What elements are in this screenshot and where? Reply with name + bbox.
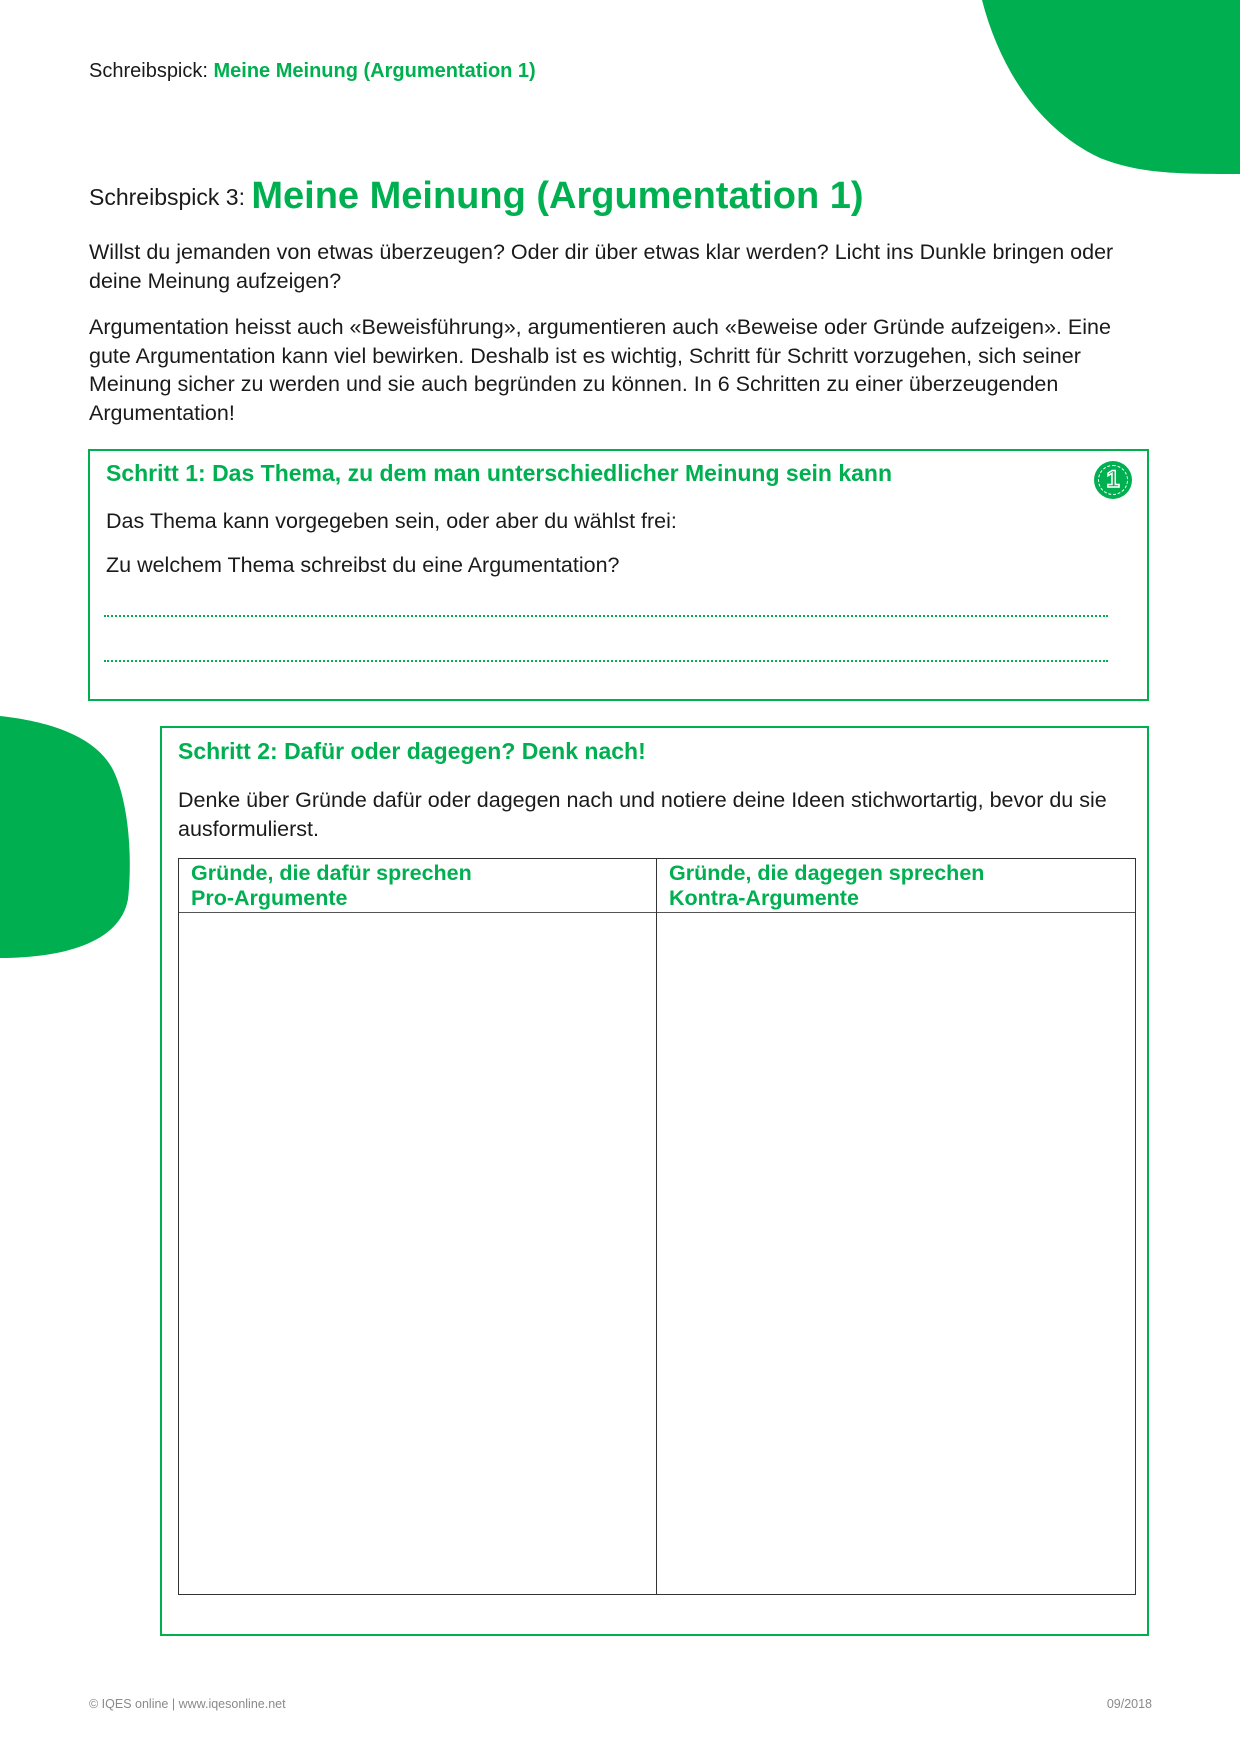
step-1-badge-number: 1 xyxy=(1098,465,1128,495)
contra-arguments-cell[interactable] xyxy=(658,914,1135,1594)
step-number-circle-icon xyxy=(1094,461,1132,499)
pro-subheading: Pro-Argumente xyxy=(191,886,348,910)
answer-line-2[interactable] xyxy=(104,660,1108,662)
step-1-text-2: Zu welchem Thema schreibst du eine Argumentation? xyxy=(106,553,620,577)
table-header-row xyxy=(179,859,1135,913)
corner-decoration-top-right xyxy=(980,0,1240,176)
step-2-text: Denke über Gründe dafür oder dagegen nach und notiere deine Ideen stichwortartig, bevor du sie ausformulierst. xyxy=(178,788,1107,841)
step-2-title: Schritt 2: Dafür oder dagegen? Denk nach! xyxy=(178,738,646,764)
table-column-divider xyxy=(656,859,657,1594)
page-title-main: Meine Meinung (Argumentation 1) xyxy=(251,175,864,217)
step-1-text-1: Das Thema kann vorgegeben sein, oder aber du wählst frei: xyxy=(106,509,677,533)
table-header-pro xyxy=(191,861,472,911)
contra-subheading: Kontra-Argumente xyxy=(669,886,859,910)
page-title-prefix: Schreibspick 3: xyxy=(89,184,245,210)
footer-copyright: © IQES online | www.iqesonline.net xyxy=(89,1697,286,1711)
pro-contra-table xyxy=(178,858,1136,1595)
step-2-section xyxy=(160,726,1149,1636)
page-title xyxy=(89,175,864,218)
table-header-contra xyxy=(669,861,984,911)
step-1-section xyxy=(88,449,1149,701)
intro-paragraph-2: Argumentation heisst auch «Beweisführung», argumentieren auch «Beweise oder Gründe aufzeigen». Eine gute Argumentation kann viel bewirken. Deshalb ist es wichtig, Schritt für Schritt vorzugehen, sich seiner Meinung sicher zu werden und sie auch begründen zu können. In 6 Schritten zu einer überzeugenden Argumentation! xyxy=(89,315,1111,425)
answer-line-1[interactable] xyxy=(104,615,1108,617)
step-1-title: Schritt 1: Das Thema, zu dem man unterschiedlicher Meinung sein kann xyxy=(106,460,893,486)
contra-heading: Gründe, die dagegen sprechen xyxy=(669,861,985,885)
pro-arguments-cell[interactable] xyxy=(179,914,655,1594)
pro-heading: Gründe, die dafür sprechen xyxy=(191,861,472,885)
intro-paragraph-1: Willst du jemanden von etwas überzeugen? Oder dir über etwas klar werden? Licht ins Dunkle bringen oder deine Meinung aufzeigen? xyxy=(89,240,1114,293)
side-decoration-left xyxy=(0,714,135,960)
footer-date: 09/2018 xyxy=(1106,1697,1152,1711)
running-header xyxy=(89,60,536,83)
running-header-title: Meine Meinung (Argumentation 1) xyxy=(213,60,536,82)
running-header-prefix: Schreibspick: xyxy=(89,60,208,82)
